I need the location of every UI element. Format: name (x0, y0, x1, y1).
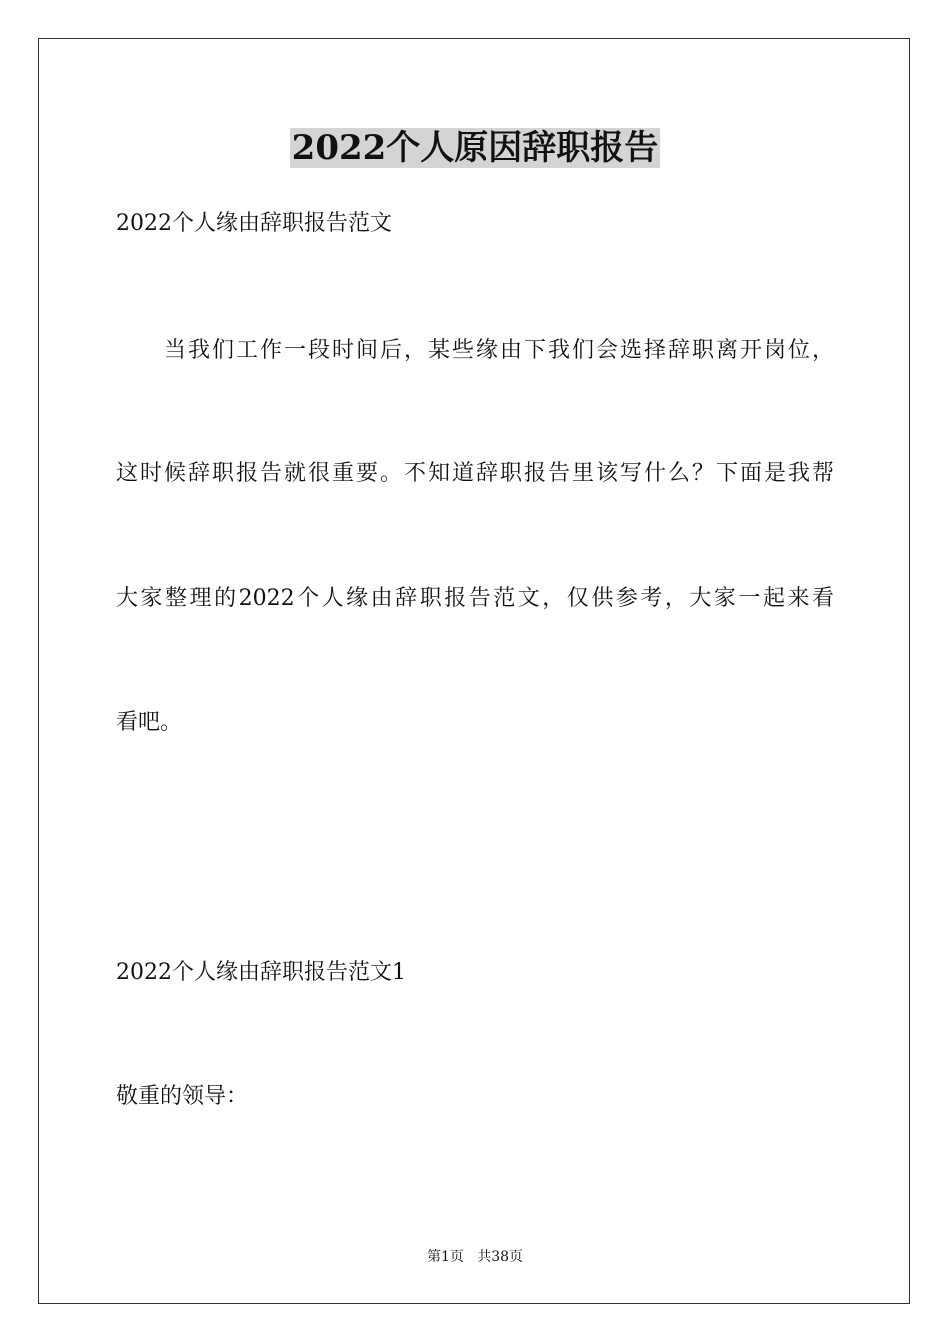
title-text: 2022个人原因辞职报告 (291, 128, 659, 168)
letter-salutation: 敬重的领导： (116, 1084, 249, 1109)
document-title (0, 128, 950, 168)
document-subtitle: 2022个人缘由辞职报告范文 (116, 211, 392, 236)
page-number-footer: 第1页 共38页 (426, 1249, 524, 1265)
intro-paragraph-line: 这时候辞职报告就很重要。不知道辞职报告里该写什么？下面是我帮 (116, 461, 834, 486)
intro-paragraph-line: 看吧。 (116, 710, 183, 735)
intro-paragraph-line: 当我们工作一段时间后，某些缘由下我们会选择辞职离开岗位， (164, 338, 834, 363)
section-heading: 2022个人缘由辞职报告范文1 (116, 960, 406, 985)
intro-paragraph-line: 大家整理的2022个人缘由辞职报告范文，仅供参考，大家一起来看 (116, 586, 834, 611)
